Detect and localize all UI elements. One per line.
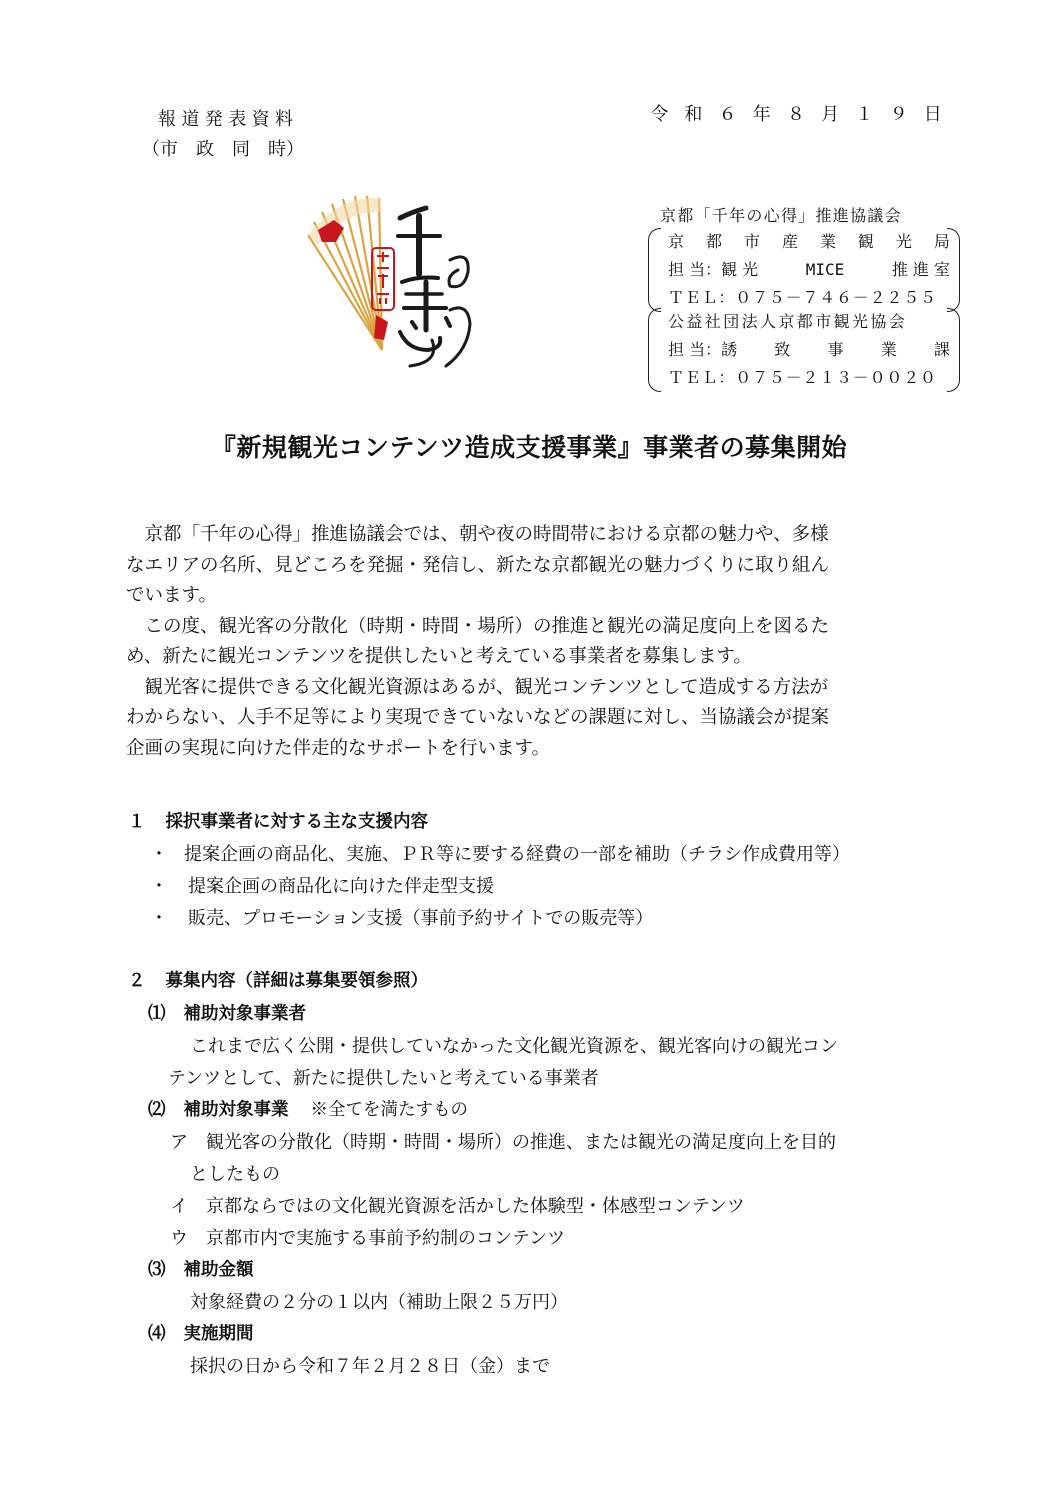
sub4-text: 採択の日から令和７年２月２８日（金）まで [190, 1356, 550, 1377]
press-release-label [142, 105, 304, 165]
city-department: 担 当：観 光 MICE 推 進 室 [668, 260, 950, 279]
intro-line: 観光客に提供できる文化観光資源はあるが、観光コンテンツとして造成する方法が [144, 676, 829, 698]
section1-item: ・ 販売、プロモーション支援（事前予約サイトでの販売等） [150, 908, 654, 929]
sub2-item: ア 観光客の分散化（時期・時間・場所）の推進、または観光の満足度向上を目的 [170, 1132, 836, 1153]
association-name: 公益社団法人京都市観光協会 [668, 312, 908, 331]
release-date: 令和６年８月１９日 [650, 104, 958, 125]
sub2-item: ウ 京都市内で実施する事前予約制のコンテンツ [170, 1228, 566, 1249]
logo-graphic [300, 190, 500, 370]
sub2-heading: ⑵ 補助対象事業 ※全てを満たすもの [148, 1100, 468, 1120]
bracket-right [947, 228, 960, 312]
intro-line: でいます。 [126, 585, 218, 606]
press-label-line2: （市 政 同 時） [142, 139, 304, 160]
section1-item: ・ 提案企画の商品化に向けた伴走型支援 [150, 876, 494, 897]
section1-item: ・ 提案企画の商品化、実施、ＰＲ等に要する経費の一部を補助（チラシ作成費用等） [150, 844, 850, 865]
association-department: 担 当：誘 致 事 業 課 [668, 340, 950, 359]
document-title: 『新規観光コンテンツ造成支援事業』事業者の募集開始 [210, 433, 848, 462]
intro-line: め、新たに観光コンテンツを提供したいと考えている事業者を募集します。 [126, 646, 752, 667]
intro-line: この度、観光客の分散化（時期・時間・場所）の推進と観光の満足度向上を図るた [144, 615, 830, 637]
sub1-heading: ⑴ 補助対象事業者 [148, 1004, 306, 1024]
bracket-left [648, 228, 661, 312]
sub2-note: ※全てを満たすもの [310, 1100, 468, 1120]
section1-heading: １ 採択事業者に対する主な支援内容 [128, 812, 428, 832]
contact-box-association [648, 308, 960, 392]
intro-line: わからない、人手不足等により実現できていないなどの課題に対し、当協議会が提案 [126, 707, 830, 728]
bracket-right [947, 308, 960, 392]
intro-line: なエリアの名所、見どころを発掘・発信し、新たな京都観光の魅力づくりに取り組ん [126, 554, 830, 576]
city-phone: ＴＥＬ：０７５－７４６－２２５５ [668, 288, 937, 307]
sub1-text: テンツとして、新たに提供したいと考えている事業者 [168, 1068, 599, 1089]
bracket-left [648, 308, 661, 392]
city-bureau-name: 京 都 市 産 業 観 光 局 [668, 232, 950, 251]
sub2-item: イ 京都ならではの文化観光資源を活かした体験型・体感型コンテンツ [170, 1196, 745, 1217]
association-phone: ＴＥＬ：０７５－２１３－００２０ [668, 368, 937, 387]
sub3-text: 対象経費の２分の１以内（補助上限２５万円） [190, 1292, 568, 1313]
contact-box-city [648, 228, 960, 312]
sub4-heading: ⑷ 実施期間 [148, 1324, 254, 1344]
press-label-line1: 報道発表資料 [158, 109, 299, 130]
sub1-text: これまで広く公開・提供していなかった文化観光資源を、観光客向けの観光コン [190, 1036, 838, 1057]
sub2-item-cont: としたもの [190, 1164, 280, 1185]
kyoto-sennen-no-kokoroe-logo [300, 190, 500, 370]
intro-line: 京都「千年の心得」推進協議会では、朝や夜の時間帯における京都の魅力や、多様 [144, 524, 829, 545]
intro-text [126, 520, 946, 764]
section2-heading: ２ 募集内容（詳細は募集要領参照） [128, 971, 428, 991]
intro-line: 企画の実現に向けた伴走的なサポートを行います。 [126, 737, 551, 759]
sub3-heading: ⑶ 補助金額 [148, 1260, 254, 1280]
contact-organization: 京都「千年の心得」推進協議会 [660, 206, 902, 225]
